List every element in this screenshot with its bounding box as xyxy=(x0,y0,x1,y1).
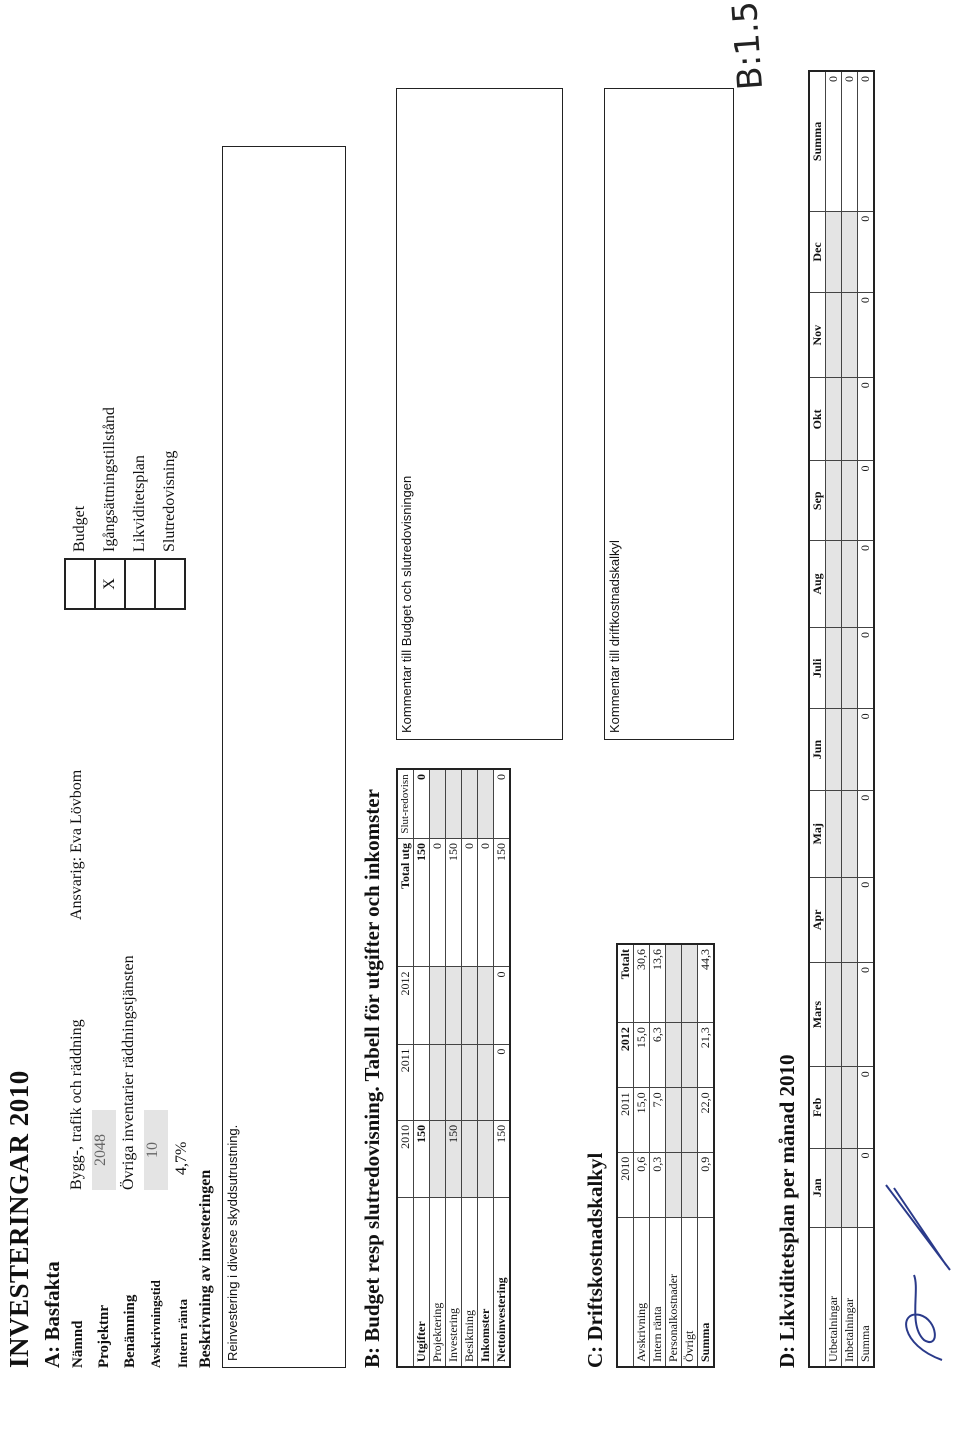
liquidity-cell: 0 xyxy=(826,71,842,211)
cost-header-2012: 2012 xyxy=(617,1023,634,1088)
operating-cost-table xyxy=(616,943,715,1368)
liquidity-cell: 0 xyxy=(858,1067,875,1148)
liquidity-header-month: Dec xyxy=(809,211,826,292)
liquidity-header-summa: Summa xyxy=(809,71,826,211)
budget-cell: 0 xyxy=(494,769,511,839)
budget-cell: 150 xyxy=(446,1120,462,1197)
liquidity-cell xyxy=(826,461,842,540)
operating-cost-comment-label: Kommentar till driftkostnadskalkyl xyxy=(607,540,622,733)
value-intern-ranta: 4,7% xyxy=(173,1141,190,1175)
liquidity-cell: 0 xyxy=(858,790,875,877)
budget-cell xyxy=(446,967,462,1044)
budget-cell xyxy=(462,769,478,839)
liquidity-cell xyxy=(826,540,842,627)
label-namnd: Nämnd xyxy=(70,1320,86,1368)
liquidity-cell xyxy=(826,1148,842,1227)
budget-header-blank xyxy=(397,1198,414,1368)
label-intern-ranta: Intern ränta xyxy=(175,1299,190,1368)
liquidity-cell xyxy=(826,293,842,378)
cost-header-totalt: Totalt xyxy=(617,944,634,1023)
operating-cost-comment-box[interactable] xyxy=(604,88,734,740)
budget-cell xyxy=(478,967,494,1044)
checkbox-likviditetsplan[interactable] xyxy=(125,559,155,609)
cost-cell xyxy=(682,1088,698,1152)
liquidity-cell: 0 xyxy=(858,1148,875,1227)
budget-cell xyxy=(462,1044,478,1120)
cost-row-personalkostnader xyxy=(666,944,682,1367)
budget-row-investering xyxy=(446,769,462,1367)
liquidity-header-month: Aug xyxy=(809,540,826,627)
budget-row-besiktning xyxy=(462,769,478,1367)
liquidity-header-month: Nov xyxy=(809,293,826,378)
liquidity-cell xyxy=(842,293,858,378)
budget-header-slutredovisn: Slut-redovisn xyxy=(397,769,414,839)
cost-cell xyxy=(682,944,698,1023)
cost-row-label: Intern ränta xyxy=(650,1218,666,1368)
budget-cell xyxy=(430,1044,446,1120)
budget-cell xyxy=(430,967,446,1044)
cost-cell: 44,3 xyxy=(698,944,715,1023)
cost-cell: 7,0 xyxy=(650,1088,666,1152)
liquidity-header-month: Jan xyxy=(809,1148,826,1227)
checkbox-row-slutredovisning xyxy=(155,402,185,609)
budget-row-label: Nettoinvestering xyxy=(494,1198,511,1368)
checkbox-budget-label: Budget xyxy=(71,505,88,552)
budget-row-label: Utgifter xyxy=(414,1198,430,1368)
liquidity-cell: 0 xyxy=(858,71,875,211)
cost-cell: 15,0 xyxy=(634,1023,650,1088)
budget-comment-box[interactable] xyxy=(396,88,563,740)
cost-row-ovrigt xyxy=(682,944,698,1367)
checkbox-budget[interactable] xyxy=(65,559,95,609)
checkbox-likviditetsplan-label: Likviditetsplan xyxy=(131,455,148,552)
liquidity-cell: 0 xyxy=(858,628,875,709)
budget-cell: 0 xyxy=(414,769,430,839)
cost-cell: 13,6 xyxy=(650,944,666,1023)
cost-cell: 15,0 xyxy=(634,1088,650,1152)
cost-cell: 21,3 xyxy=(698,1023,715,1088)
checkbox-slutredovisning-label: Slutredovisning xyxy=(161,450,178,552)
liquidity-cell: 0 xyxy=(858,709,875,790)
cost-cell: 30,6 xyxy=(634,944,650,1023)
budget-cell: 150 xyxy=(414,839,430,967)
budget-row-label: Inkomster xyxy=(478,1198,494,1368)
budget-cell xyxy=(478,769,494,839)
liquidity-cell xyxy=(826,709,842,790)
budget-cell: 150 xyxy=(494,839,511,967)
cost-row-avskrivning xyxy=(634,944,650,1367)
liquidity-header-month: Mars xyxy=(809,962,826,1066)
budget-header-total: Total utg xyxy=(397,839,414,967)
liquidity-header-month: Feb xyxy=(809,1067,826,1148)
budget-comment-label: Kommentar till Budget och slutredovisningen xyxy=(399,475,414,733)
description-box xyxy=(222,146,346,1368)
budget-cell: 150 xyxy=(446,839,462,967)
section-d-heading: D: Likviditetsplan per månad 2010 xyxy=(775,1054,799,1368)
budget-row-nettoinvestering xyxy=(494,769,511,1367)
label-avskrivningstid: Avskrivningstid xyxy=(148,1280,163,1368)
budget-cell: 0 xyxy=(478,839,494,967)
budget-cell: 150 xyxy=(494,1120,511,1197)
budget-cell xyxy=(446,1044,462,1120)
liquidity-cell xyxy=(842,540,858,627)
liquidity-cell xyxy=(826,877,842,962)
value-benamning: Övriga inventarier räddningstjänsten xyxy=(120,955,137,1190)
budget-header-2012: 2012 xyxy=(397,967,414,1044)
liquidity-header-month: Okt xyxy=(809,378,826,461)
cost-cell xyxy=(666,1152,682,1217)
liquidity-cell xyxy=(842,1067,858,1148)
cost-header-2011: 2011 xyxy=(617,1088,634,1152)
budget-header-2010: 2010 xyxy=(397,1120,414,1197)
budget-cell xyxy=(446,769,462,839)
liquidity-cell: 0 xyxy=(858,877,875,962)
cost-cell xyxy=(666,1023,682,1088)
liquidity-cell xyxy=(826,628,842,709)
liquidity-cell xyxy=(842,628,858,709)
description-text: Reinvestering i diverse skyddsutrustning. xyxy=(225,1124,240,1361)
liquidity-cell: 0 xyxy=(858,293,875,378)
liquidity-cell xyxy=(842,461,858,540)
cost-cell: 22,0 xyxy=(698,1088,715,1152)
liquidity-cell xyxy=(826,790,842,877)
liquidity-cell xyxy=(842,709,858,790)
value-avskrivningstid: 10 xyxy=(144,1110,168,1190)
liquidity-row-utbetalningar xyxy=(826,71,842,1367)
cost-cell: 0,3 xyxy=(650,1152,666,1217)
liquidity-cell xyxy=(826,211,842,292)
cost-cell xyxy=(682,1023,698,1088)
liquidity-cell xyxy=(842,877,858,962)
liquidity-row-label: Summa xyxy=(858,1228,875,1368)
budget-table xyxy=(396,768,511,1368)
budget-cell xyxy=(414,967,430,1044)
cost-cell: 0,6 xyxy=(634,1152,650,1217)
cost-cell xyxy=(682,1152,698,1217)
liquidity-cell xyxy=(842,962,858,1066)
section-b-heading: B: Budget resp slutredovisning. Tabell för utgifter och inkomster xyxy=(360,789,384,1368)
liquidity-cell: 0 xyxy=(842,71,858,211)
liquidity-cell: 0 xyxy=(858,962,875,1066)
cost-row-label: Övrigt xyxy=(682,1218,698,1368)
budget-header-2011: 2011 xyxy=(397,1044,414,1120)
liquidity-header-month: Juli xyxy=(809,628,826,709)
liquidity-cell xyxy=(826,378,842,461)
checkbox-igangsattning[interactable]: X xyxy=(95,559,125,609)
budget-cell: 0 xyxy=(494,1044,511,1120)
checkbox-row-igangsattning xyxy=(95,402,125,609)
cost-row-label: Avskrivning xyxy=(634,1218,650,1368)
cost-row-summa xyxy=(698,944,715,1367)
liquidity-header-row xyxy=(809,71,826,1367)
budget-cell xyxy=(430,769,446,839)
liquidity-header-month: Jun xyxy=(809,709,826,790)
document-type-checklist xyxy=(64,401,186,610)
budget-cell xyxy=(462,1120,478,1197)
budget-cell: 0 xyxy=(430,839,446,967)
cost-cell xyxy=(666,944,682,1023)
cost-row-intern-ranta xyxy=(650,944,666,1367)
responsible-person: Ansvarig: Eva Lövbom xyxy=(68,769,85,920)
liquidity-header-blank xyxy=(809,1228,826,1368)
budget-header-row xyxy=(397,769,414,1367)
budget-row-label: Investering xyxy=(446,1198,462,1368)
liquidity-row-label: Utbetalningar xyxy=(826,1228,842,1368)
cost-cell: 6,3 xyxy=(650,1023,666,1088)
budget-row-projektering xyxy=(430,769,446,1367)
section-c-heading: C: Driftskostnadskalkyl xyxy=(583,1152,607,1368)
liquidity-table xyxy=(808,70,875,1368)
cost-cell: 0,9 xyxy=(698,1152,715,1217)
liquidity-cell xyxy=(826,962,842,1066)
liquidity-row-label: Inbetalningar xyxy=(842,1228,858,1368)
cost-row-label: Summa xyxy=(698,1218,715,1368)
budget-cell xyxy=(462,967,478,1044)
checkbox-igangsattning-label: Igångsättningstillstånd xyxy=(101,407,118,552)
liquidity-row-inbetalningar xyxy=(842,71,858,1367)
liquidity-cell: 0 xyxy=(858,540,875,627)
budget-cell: 0 xyxy=(494,967,511,1044)
handwritten-reference: B:1.5 xyxy=(724,0,772,92)
cost-header-2010: 2010 xyxy=(617,1152,634,1217)
budget-row-utgifter xyxy=(414,769,430,1367)
budget-cell xyxy=(430,1120,446,1197)
liquidity-header-month: Maj xyxy=(809,790,826,877)
budget-cell: 0 xyxy=(462,839,478,967)
cost-row-label: Personalkostnader xyxy=(666,1218,682,1368)
budget-cell xyxy=(478,1044,494,1120)
value-namnd: Bygg-, trafik och räddning xyxy=(68,1019,85,1190)
liquidity-cell: 0 xyxy=(858,378,875,461)
signature-scribble xyxy=(880,1180,955,1370)
liquidity-cell xyxy=(842,211,858,292)
liquidity-cell xyxy=(842,790,858,877)
budget-row-label: Projektering xyxy=(430,1198,446,1368)
budget-row-inkomster xyxy=(478,769,494,1367)
page-title: INVESTERINGAR 2010 xyxy=(4,1070,34,1368)
checkbox-slutredovisning[interactable] xyxy=(155,559,185,609)
liquidity-cell xyxy=(826,1067,842,1148)
cost-cell xyxy=(666,1088,682,1152)
liquidity-header-month: Sep xyxy=(809,461,826,540)
liquidity-header-month: Apr xyxy=(809,877,826,962)
description-label: Beskrivning av investeringen xyxy=(197,1169,214,1368)
budget-cell xyxy=(414,1044,430,1120)
checkbox-row-likviditetsplan xyxy=(125,402,155,609)
liquidity-cell: 0 xyxy=(858,461,875,540)
budget-cell: 150 xyxy=(414,1120,430,1197)
liquidity-cell: 0 xyxy=(858,211,875,292)
cost-header-blank xyxy=(617,1218,634,1368)
value-projektnr: 2048 xyxy=(92,1110,116,1190)
budget-cell xyxy=(478,1120,494,1197)
checkbox-row-budget xyxy=(65,402,95,609)
cost-header-row xyxy=(617,944,634,1367)
liquidity-row-summa xyxy=(858,71,875,1367)
budget-row-label: Besiktning xyxy=(462,1198,478,1368)
liquidity-cell xyxy=(842,378,858,461)
label-projektnr: Projektnr xyxy=(96,1304,112,1368)
section-a-heading: A: Basfakta xyxy=(40,1261,64,1368)
label-benamning: Benämning xyxy=(122,1294,138,1368)
liquidity-cell xyxy=(842,1148,858,1227)
